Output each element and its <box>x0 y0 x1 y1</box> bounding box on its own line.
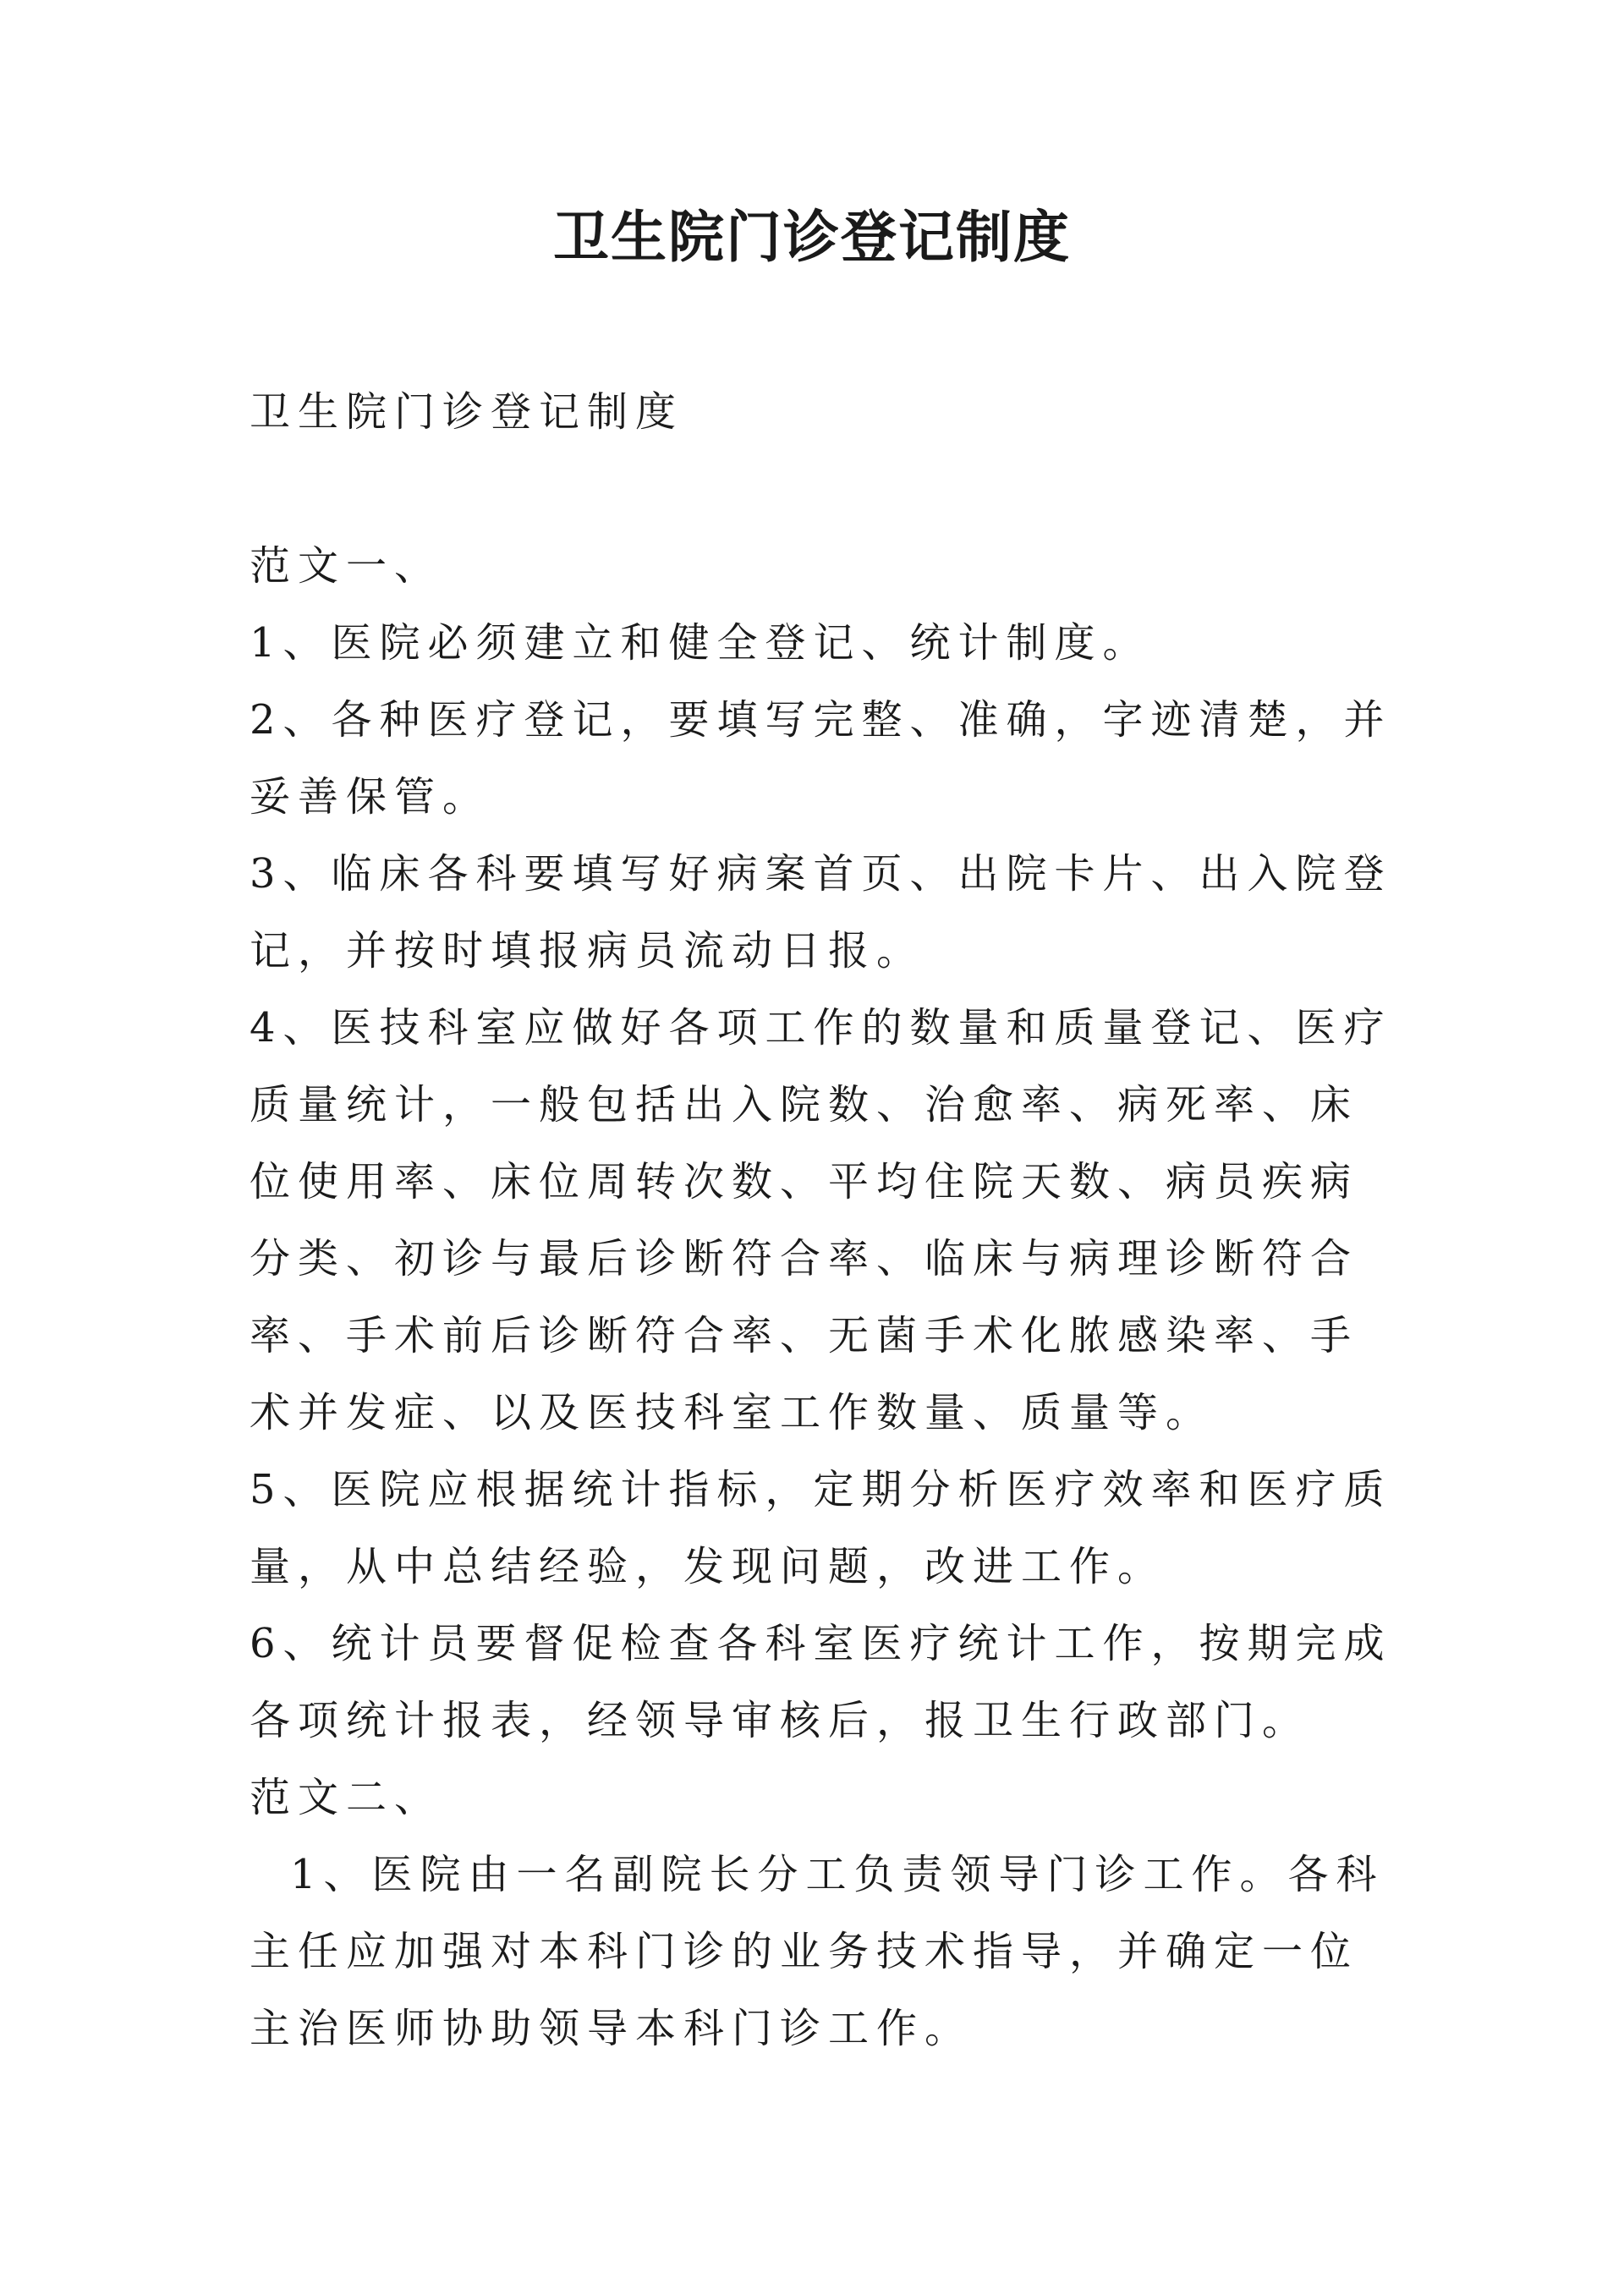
document-title: 卫生院门诊登记制度 <box>553 204 1071 270</box>
paragraph-item: 1、医院必须建立和健全登记、统计制度。 <box>250 619 1151 667</box>
paragraph-item: 5、医院应根据统计指标，定期分析医疗效率和医疗质量，从中总结经验，发现问题，改进工作。 <box>250 1466 1392 1590</box>
paragraph-item: 2、各种医疗登记，要填写完整、准确，字迹清楚，并妥善保管。 <box>250 696 1392 821</box>
paragraph-item: 1、医院由一名副院长分工负责领导门诊工作。各科主任应加强对本科门诊的业务技术指导，并确定一位主治医师协助领导本科门诊工作。 <box>250 1851 1385 2052</box>
section-heading-1: 范文一、 <box>250 542 443 590</box>
paragraph-item: 6、统计员要督促检查各科室医疗统计工作，按期完成各项统计报表，经领导审核后，报卫生行政部门。 <box>250 1620 1392 1744</box>
paragraph-item: 4、医技科室应做好各项工作的数量和质量登记、医疗质量统计，一般包括出入院数、治愈率、病死率、床位使用率、床位周转次数、平均住院天数、病员疾病分类、初诊与最后诊断符合率、临床与病理诊断符合率、手术前后诊断符合率、无菌手术化脓感染率、手术并发症、以及医技科室工作数量、质量等。 <box>250 1004 1392 1436</box>
document-subtitle: 卫生院门诊登记制度 <box>250 388 684 436</box>
document-body <box>250 374 1400 2067</box>
section-heading-2: 范文二、 <box>250 1774 443 1821</box>
paragraph-item: 3、临床各科要填写好病案首页、出院卡片、出入院登记，并按时填报病员流动日报。 <box>250 850 1392 975</box>
